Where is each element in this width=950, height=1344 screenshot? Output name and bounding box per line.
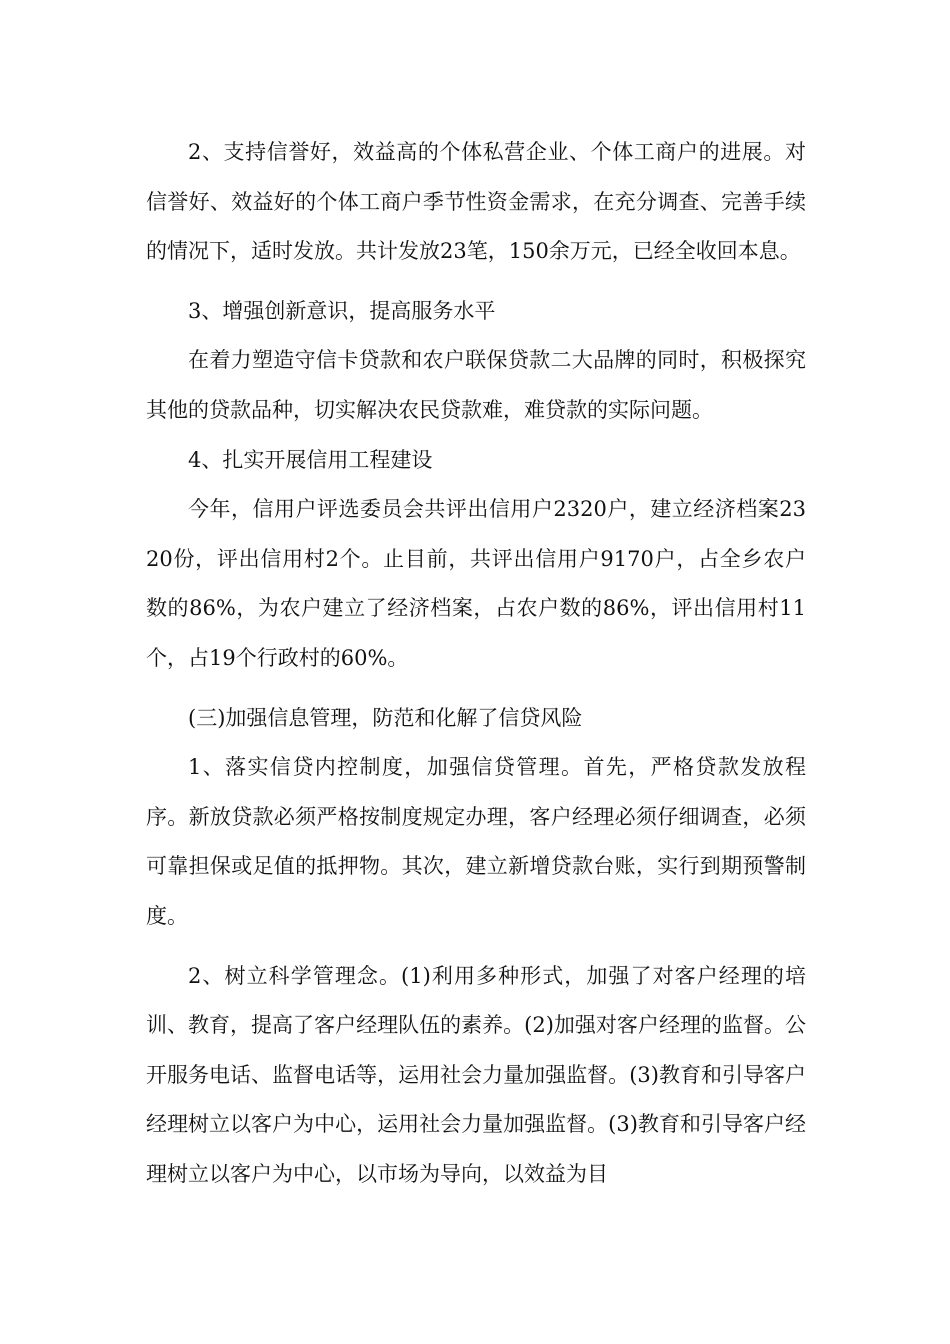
heading-information-management: (三)加强信息管理，防范和化解了信贷风险	[188, 705, 583, 730]
heading-credit-project: 4、扎实开展信用工程建设	[188, 447, 433, 472]
paragraph-support-private-enterprises: 2、支持信誉好，效益高的个体私营企业、个体工商户的进展。对信誉好、效益好的个体工商户季节性资金需求，在充分调查、完善手续的情况下，适时发放。共计发放23笔，150余万元，已经全收回本息。	[146, 140, 806, 264]
document-page	[146, 128, 806, 1199]
paragraph-loan-brands: 在着力塑造守信卡贷款和农户联保贷款二大品牌的同时，积极探究其他的贷款品种，切实解决农民贷款难，难贷款的实际问题。	[146, 348, 806, 422]
paragraph-internal-control: 1、落实信贷内控制度，加强信贷管理。首先，严格贷款发放程序。新放贷款必须严格按制度规定办理，客户经理必须仔细调查，必须可靠担保或足值的抵押物。其次，建立新增贷款台账，实行到期预警制度。	[146, 755, 806, 928]
paragraph-management-concept: 2、树立科学管理念。(1)利用多种形式，加强了对客户经理的培训、教育，提高了客户经理队伍的素养。(2)加强对客户经理的监督。公开服务电话、监督电话等，运用社会力量加强监督。(3)教育和引导客户经理树立以客户为中心，运用社会力量加强监督。(3)教育和引导客户经理树立以客户为中心，以市场为导向，以效益为目	[146, 963, 806, 1186]
paragraph-credit-households: 今年，信用户评选委员会共评出信用户2320户，建立经济档案2320份，评出信用村2个。止目前，共评出信用户9170户，占全乡农户数的86%，为农户建立了经济档案，占农户数的86%，评出信用村11个，占19个行政村的60%。	[146, 497, 806, 670]
heading-innovation: 3、增强创新意识，提高服务水平	[188, 298, 496, 323]
